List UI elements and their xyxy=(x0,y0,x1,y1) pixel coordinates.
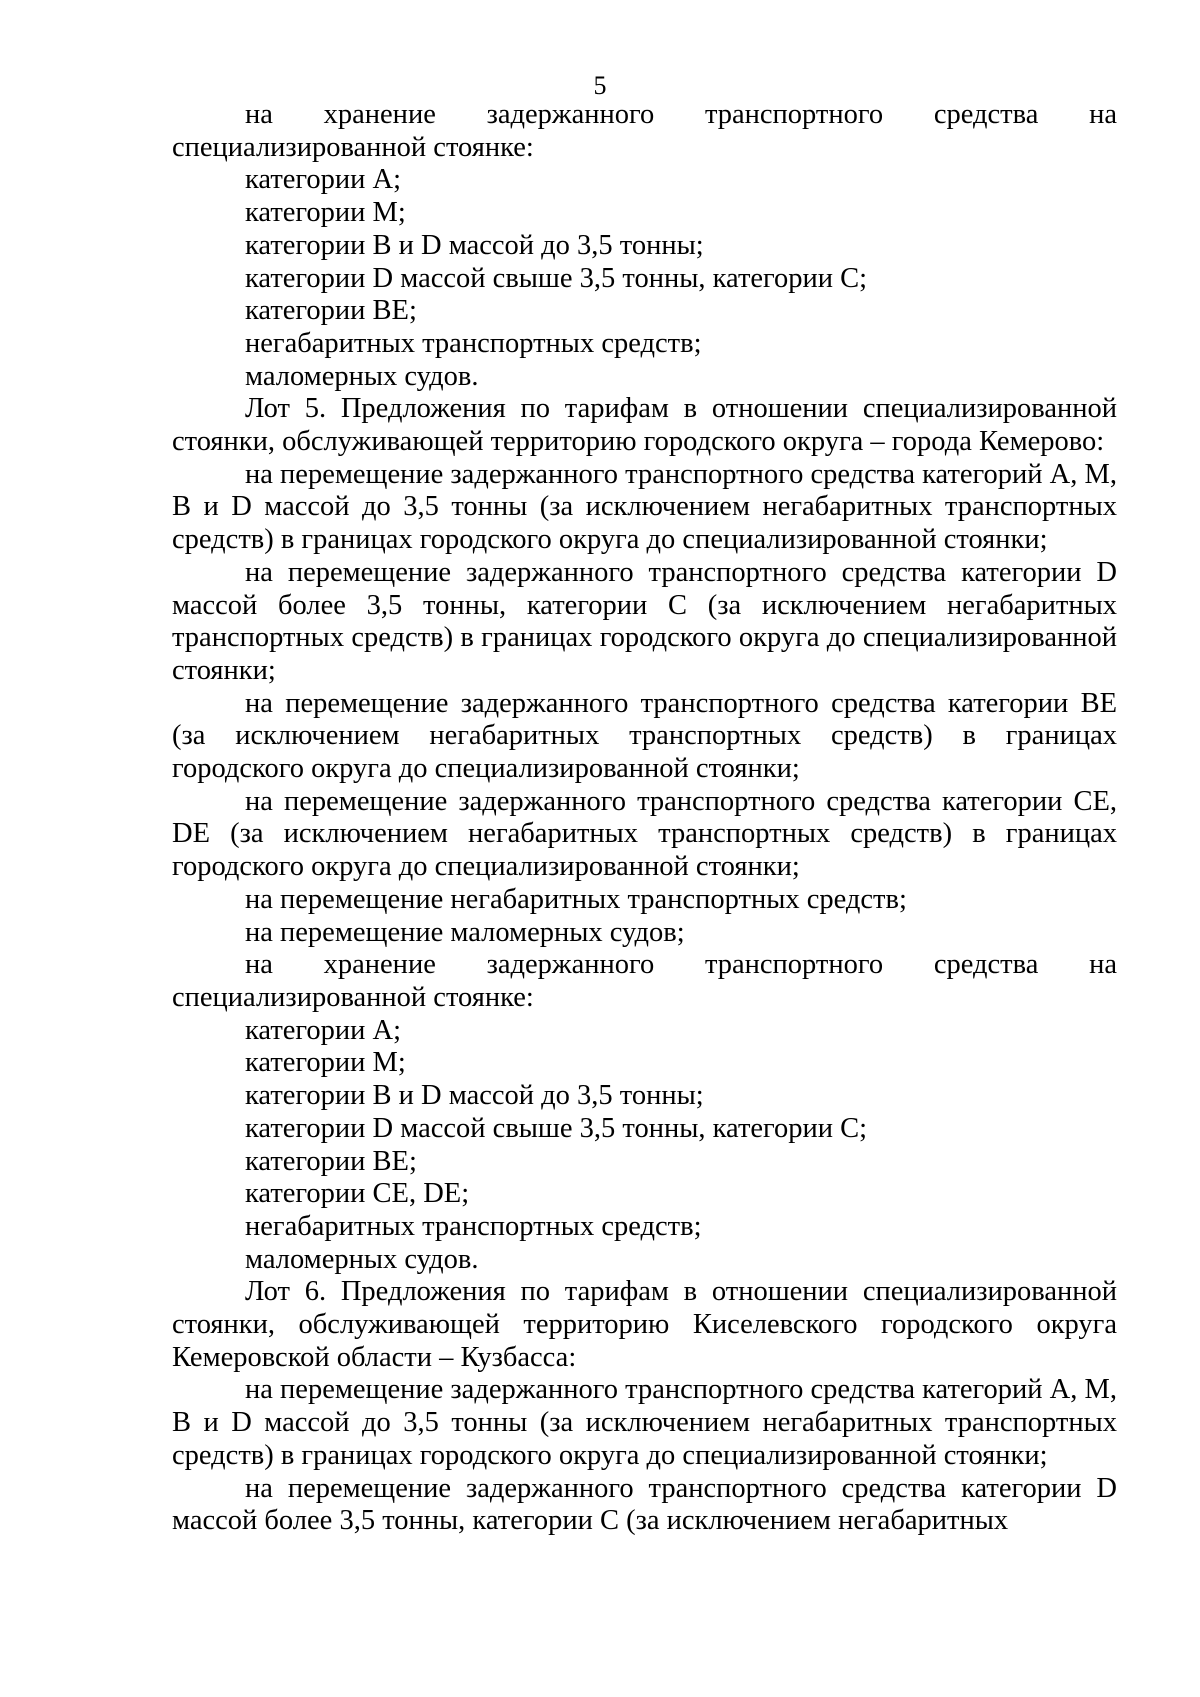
paragraph: на перемещение задержанного транспортного средства категории D массой более 3,5 тонны, категории С (за исключением негабаритных транспортных средств) в границах городского округа до специализированной стоянки; xyxy=(172,556,1117,686)
paragraph: негабаритных транспортных средств; xyxy=(245,327,702,359)
paragraph: категории D массой свыше 3,5 тонны, категории С; xyxy=(245,1112,868,1144)
paragraph: категории В и D массой до 3,5 тонны; xyxy=(245,229,704,261)
paragraph: маломерных судов. xyxy=(245,360,479,392)
paragraph: на перемещение маломерных судов; xyxy=(245,916,685,948)
paragraph: категории ВЕ; xyxy=(245,295,417,327)
paragraph: на перемещение задержанного транспортного средства категорий А, М, В и D массой до 3,5 тонны (за исключением негабаритных транспортных средств) в границах городского округа до специализированной стоянки; xyxy=(172,1374,1117,1471)
paragraph: категории М; xyxy=(245,1047,406,1079)
page-number: 5 xyxy=(593,71,607,100)
paragraph: категории СЕ, DE; xyxy=(245,1178,470,1210)
paragraph: на перемещение задержанного транспортного средства категорий А, М, В и D массой до 3,5 тонны (за исключением негабаритных транспортных средств) в границах городского округа до специализированной стоянки; xyxy=(172,458,1117,556)
paragraph: Лот 5. Предложения по тарифам в отношении специализированной стоянки, обслуживающей территорию городского округа – города Кемерово: xyxy=(172,393,1117,458)
paragraph: на перемещение негабаритных транспортных средств; xyxy=(245,883,907,915)
paragraph: на перемещение задержанного транспортного средства категории ВЕ (за исключением негабаритных транспортных средств) в границах городского округа до специализированной стоянки; xyxy=(172,687,1117,785)
paragraph: Лот 6. Предложения по тарифам в отношении специализированной стоянки, обслуживающей территорию Киселевского городского округа Кемеровской области – Кузбасса: xyxy=(172,1276,1117,1373)
document-body xyxy=(172,99,1117,1538)
paragraph: на хранение задержанного транспортного средства на специализированной стоянке: xyxy=(172,949,1117,1013)
paragraph: негабаритных транспортных средств; xyxy=(245,1210,702,1242)
paragraph: на перемещение задержанного транспортного средства категории СЕ, DE (за исключением негабаритных транспортных средств) в границах городского округа до специализированной стоянки; xyxy=(172,785,1117,883)
paragraph: категории D массой свыше 3,5 тонны, категории С; xyxy=(245,262,868,294)
paragraph: категории А; xyxy=(245,1014,402,1046)
paragraph: категории ВЕ; xyxy=(245,1145,417,1177)
paragraph: на хранение задержанного транспортного средства на специализированной стоянке: xyxy=(172,99,1117,163)
paragraph: категории М; xyxy=(245,197,406,229)
paragraph: на перемещение задержанного транспортного средства категории D массой более 3,5 тонны, категории С (за исключением негабаритных xyxy=(172,1472,1117,1537)
paragraph: маломерных судов. xyxy=(245,1243,479,1275)
paragraph: категории А; xyxy=(245,164,402,196)
paragraph: категории В и D массой до 3,5 тонны; xyxy=(245,1080,704,1112)
